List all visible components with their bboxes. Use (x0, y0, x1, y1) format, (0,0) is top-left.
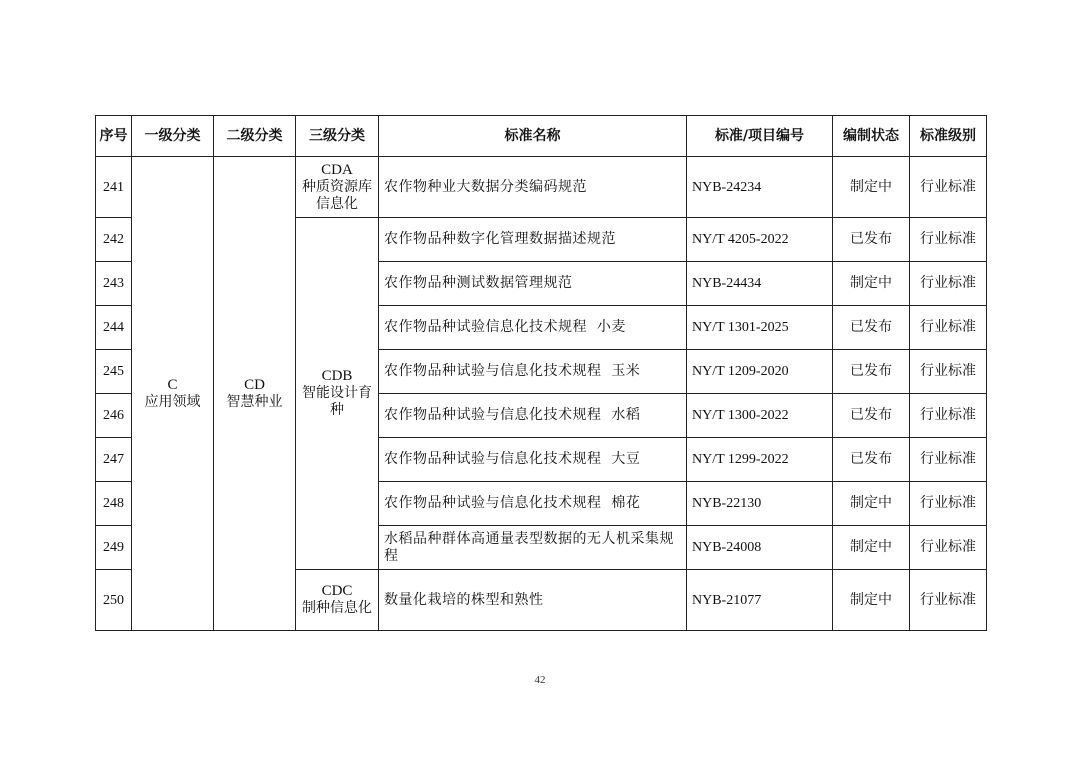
standard-name: 农作物品种试验与信息化技术规程 大豆 (379, 438, 687, 482)
standard-name: 农作物品种试验信息化技术规程 小麦 (379, 306, 687, 350)
level1-code: C (167, 376, 178, 393)
status-cell: 制定中 (833, 262, 910, 306)
grade-cell: 行业标准 (910, 482, 987, 526)
grade-cell: 行业标准 (910, 262, 987, 306)
standard-code: NY/T 1301-2025 (687, 306, 833, 350)
row-number: 246 (96, 394, 132, 438)
standard-code: NYB-21077 (687, 570, 833, 631)
standard-name: 农作物品种试验与信息化技术规程 水稻 (379, 394, 687, 438)
standard-code: NYB-24234 (687, 157, 833, 218)
row-number: 248 (96, 482, 132, 526)
status-cell: 制定中 (833, 157, 910, 218)
header-code: 标准/项目编号 (687, 116, 833, 157)
page-number: 42 (534, 674, 546, 686)
level3-cda-code: CDA (321, 161, 353, 178)
row-number: 245 (96, 350, 132, 394)
grade-cell: 行业标准 (910, 157, 987, 218)
row-number: 249 (96, 526, 132, 570)
standard-code: NYB-24008 (687, 526, 833, 570)
header-level1: 一级分类 (132, 116, 214, 157)
standard-code: NY/T 4205-2022 (687, 218, 833, 262)
grade-cell: 行业标准 (910, 438, 987, 482)
standard-name: 水稻品种群体高通量表型数据的无人机采集规程 (379, 526, 687, 570)
status-cell: 制定中 (833, 570, 910, 631)
header-row (96, 116, 987, 157)
standard-name: 数量化栽培的株型和熟性 (379, 570, 687, 631)
standard-code: NYB-24434 (687, 262, 833, 306)
status-cell: 制定中 (833, 482, 910, 526)
status-cell: 已发布 (833, 218, 910, 262)
header-grade: 标准级别 (910, 116, 987, 157)
grade-cell: 行业标准 (910, 350, 987, 394)
level3-cdb-name: 智能设计育种 (302, 385, 372, 418)
row-number: 247 (96, 438, 132, 482)
level2-code: CD (244, 376, 265, 393)
status-cell: 已发布 (833, 350, 910, 394)
level3-cdc-cell (296, 570, 379, 631)
standard-code: NYB-22130 (687, 482, 833, 526)
header-status: 编制状态 (833, 116, 910, 157)
level3-cda-name: 种质资源库信息化 (302, 178, 372, 212)
row-number: 250 (96, 570, 132, 631)
standard-name: 农作物品种试验与信息化技术规程 玉米 (379, 350, 687, 394)
standard-code: NY/T 1209-2020 (687, 350, 833, 394)
level3-cdc-name: 制种信息化 (302, 600, 372, 616)
level3-cdc-code: CDC (321, 583, 353, 599)
level2-cell (214, 157, 296, 631)
standard-name: 农作物品种测试数据管理规范 (379, 262, 687, 306)
header-seq: 序号 (96, 116, 132, 157)
standard-name: 农作物品种试验与信息化技术规程 棉花 (379, 482, 687, 526)
level1-cell (132, 157, 214, 631)
level3-cdb-code: CDB (321, 368, 353, 384)
grade-cell: 行业标准 (910, 306, 987, 350)
status-cell: 已发布 (833, 438, 910, 482)
status-cell: 已发布 (833, 394, 910, 438)
standard-code: NY/T 1300-2022 (687, 394, 833, 438)
level3-cda-cell (296, 157, 379, 218)
header-level3: 三级分类 (296, 116, 379, 157)
grade-cell: 行业标准 (910, 570, 987, 631)
standards-table (95, 115, 987, 631)
row-number: 242 (96, 218, 132, 262)
status-cell: 制定中 (833, 526, 910, 570)
standard-name: 农作物品种数字化管理数据描述规范 (379, 218, 687, 262)
grade-cell: 行业标准 (910, 218, 987, 262)
header-level2: 二级分类 (214, 116, 296, 157)
standard-code: NY/T 1299-2022 (687, 438, 833, 482)
level2-name: 智慧种业 (226, 393, 283, 410)
row-number: 243 (96, 262, 132, 306)
grade-cell: 行业标准 (910, 526, 987, 570)
status-cell: 已发布 (833, 306, 910, 350)
level1-name: 应用领域 (144, 393, 201, 410)
grade-cell: 行业标准 (910, 394, 987, 438)
standard-name: 农作物种业大数据分类编码规范 (379, 157, 687, 218)
row-number: 241 (96, 157, 132, 218)
table-row (96, 157, 987, 218)
header-name: 标准名称 (379, 116, 687, 157)
level3-cdb-cell (296, 218, 379, 570)
row-number: 244 (96, 306, 132, 350)
